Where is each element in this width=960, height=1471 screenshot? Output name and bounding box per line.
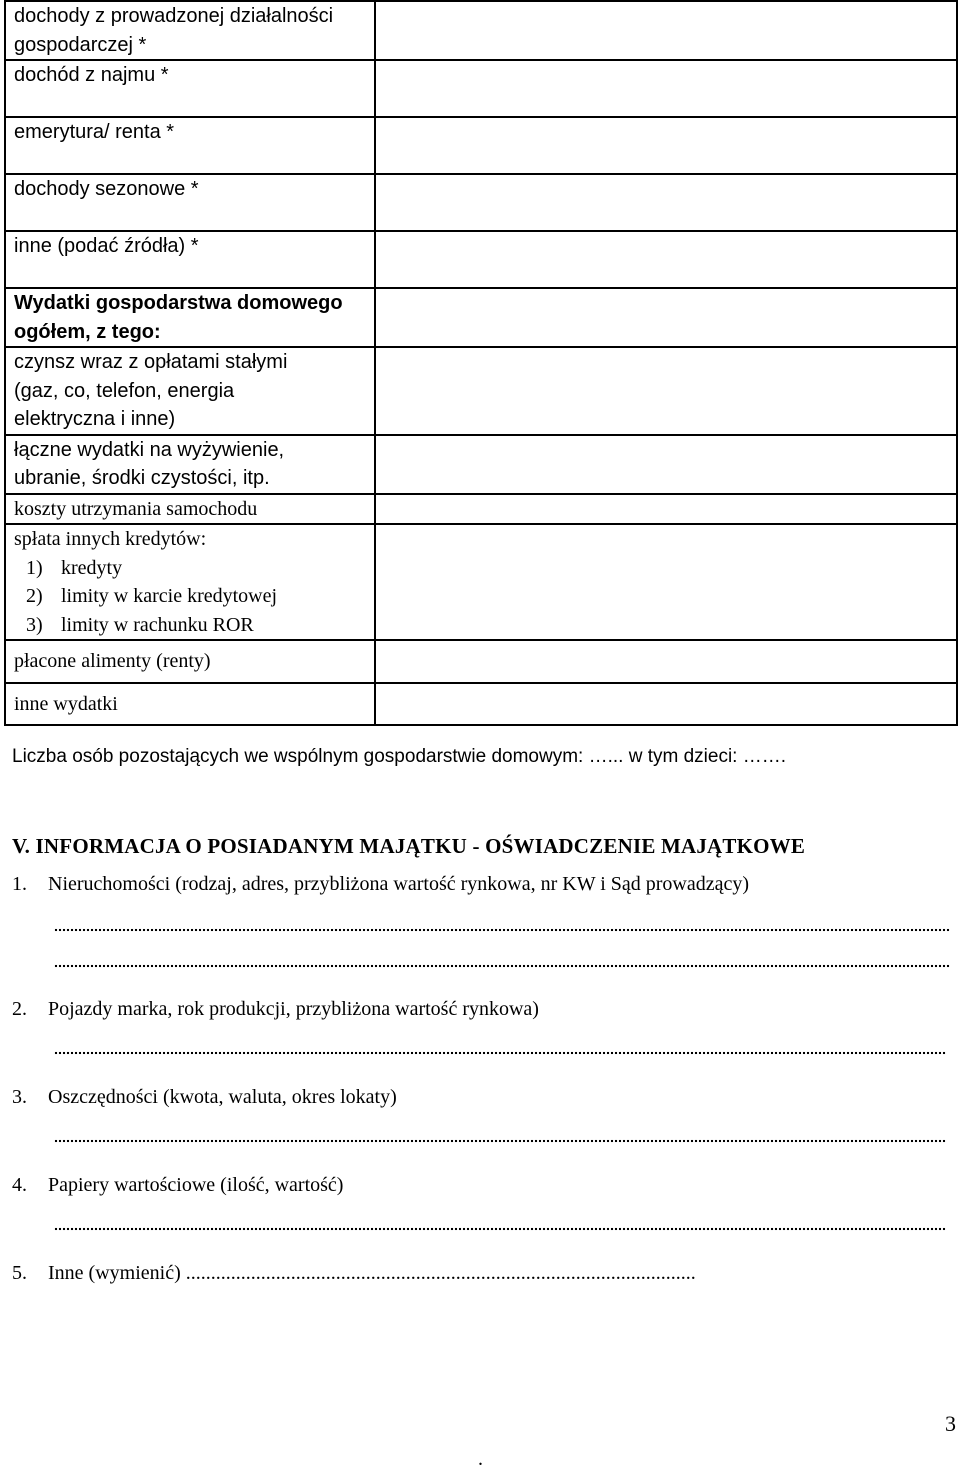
- credit-list-text: limity w karcie kredytowej: [61, 585, 278, 607]
- row-label-cell: [5, 174, 375, 231]
- asset-item-label: Papiery wartościowe (ilość, wartość): [48, 1174, 344, 1196]
- value-input-cell[interactable]: [375, 1, 957, 60]
- asset-item-1: [12, 873, 749, 896]
- row-label-line: płacone alimenty (renty): [14, 650, 211, 672]
- table-row: [5, 524, 957, 640]
- asset-item-number: 3.: [12, 1086, 27, 1108]
- row-label-line: (gaz, co, telefon, energia: [14, 379, 235, 402]
- row-label-line: Wydatki gospodarstwa domowego: [14, 292, 343, 314]
- value-input-cell[interactable]: [375, 683, 957, 725]
- value-input-cell[interactable]: [375, 60, 957, 117]
- value-input-cell[interactable]: [375, 640, 957, 683]
- row-label-line: elektryczna i inne): [14, 408, 176, 430]
- row-label-line: ogółem, z tego:: [14, 320, 161, 343]
- fill-in-line[interactable]: [54, 1225, 946, 1233]
- value-input-cell[interactable]: [375, 231, 957, 288]
- page-number: 3: [945, 1411, 956, 1436]
- bottom-mark: .: [478, 1448, 483, 1470]
- household-members-line: Liczba osób pozostających we wspólnym gospodarstwie domowym: …... w tym dzieci: …….: [12, 746, 787, 767]
- row-label-line: ubranie, środki czystości, itp.: [14, 467, 270, 489]
- value-input-cell[interactable]: [375, 174, 957, 231]
- row-label-cell: [5, 1, 375, 60]
- row-label-cell: [5, 117, 375, 174]
- fill-in-line[interactable]: [54, 926, 950, 934]
- table-row: [5, 117, 957, 174]
- row-label-cell: [5, 640, 375, 683]
- row-label-line: gospodarczej *: [14, 33, 147, 56]
- row-label-line: dochód z najmu *: [14, 64, 169, 86]
- asset-item-label: Inne (wymienić) ......................................................................................................: [48, 1262, 696, 1284]
- row-label-line: inne wydatki: [14, 693, 118, 715]
- asset-item-number: 5.: [12, 1262, 27, 1284]
- fill-in-line[interactable]: [54, 1137, 946, 1145]
- value-input-cell[interactable]: [375, 117, 957, 174]
- fill-in-line[interactable]: [54, 1049, 946, 1057]
- credit-list-number: 3): [26, 613, 43, 636]
- table-row: [5, 435, 957, 494]
- table-row: [5, 640, 957, 683]
- row-label-line: inne (podać źródła) *: [14, 235, 199, 257]
- row-label-cell: [5, 60, 375, 117]
- row-label-line: koszty utrzymania samochodu: [14, 497, 258, 520]
- table-row: [5, 347, 957, 435]
- value-input-cell[interactable]: [375, 347, 957, 435]
- asset-item-number: 1.: [12, 873, 27, 895]
- table-row: [5, 174, 957, 231]
- fill-in-line[interactable]: [54, 962, 950, 970]
- row-label-cell: [5, 288, 375, 347]
- asset-item-label: Pojazdy marka, rok produkcji, przybliżona wartość rynkowa): [48, 998, 539, 1020]
- row-label-cell: [5, 347, 375, 435]
- asset-item-3: [12, 1086, 397, 1109]
- asset-item-label: Nieruchomości (rodzaj, adres, przybliżona wartość rynkowa, nr KW i Sąd prowadzący): [48, 873, 750, 895]
- asset-item-4: [12, 1174, 343, 1197]
- credit-list-item: [14, 611, 366, 640]
- table-row: [5, 1, 957, 60]
- credit-list-number: 1): [26, 556, 43, 579]
- row-label-cell: [5, 494, 375, 525]
- value-input-cell[interactable]: [375, 524, 957, 640]
- row-label-cell: [5, 231, 375, 288]
- asset-item-number: 2.: [12, 998, 27, 1020]
- credit-list-item: [14, 582, 366, 611]
- row-label-cell: [5, 524, 375, 640]
- row-label-line: spłata innych kredytów:: [14, 528, 207, 550]
- credit-list-item: [14, 554, 366, 583]
- table-row: [5, 494, 957, 525]
- asset-item-2: [12, 998, 539, 1021]
- asset-item-5: [12, 1262, 696, 1285]
- row-label-line: dochody sezonowe *: [14, 178, 199, 200]
- table-row: [5, 288, 957, 347]
- asset-item-number: 4.: [12, 1174, 27, 1196]
- value-input-cell[interactable]: [375, 435, 957, 494]
- income-expense-table: [4, 0, 958, 726]
- credit-list-text: kredyty: [61, 556, 123, 579]
- row-label-line: czynsz wraz z opłatami stałymi: [14, 351, 288, 373]
- row-label-line: łączne wydatki na wyżywienie,: [14, 438, 285, 461]
- section-heading: V. INFORMACJA O POSIADANYM MAJĄTKU - OŚWIADCZENIE MAJĄTKOWE: [12, 834, 806, 858]
- value-input-cell[interactable]: [375, 288, 957, 347]
- row-label-line: emerytura/ renta *: [14, 121, 175, 143]
- row-label-line: dochody z prowadzonej działalności: [14, 5, 334, 27]
- row-label-cell: [5, 683, 375, 725]
- credit-list-number: 2): [26, 585, 43, 607]
- table-row: [5, 683, 957, 725]
- table-row: [5, 60, 957, 117]
- row-label-cell: [5, 435, 375, 494]
- value-input-cell[interactable]: [375, 494, 957, 525]
- credit-list-text: limity w rachunku ROR: [61, 613, 254, 636]
- asset-item-label: Oszczędności (kwota, waluta, okres lokaty): [48, 1086, 397, 1108]
- table-row: [5, 231, 957, 288]
